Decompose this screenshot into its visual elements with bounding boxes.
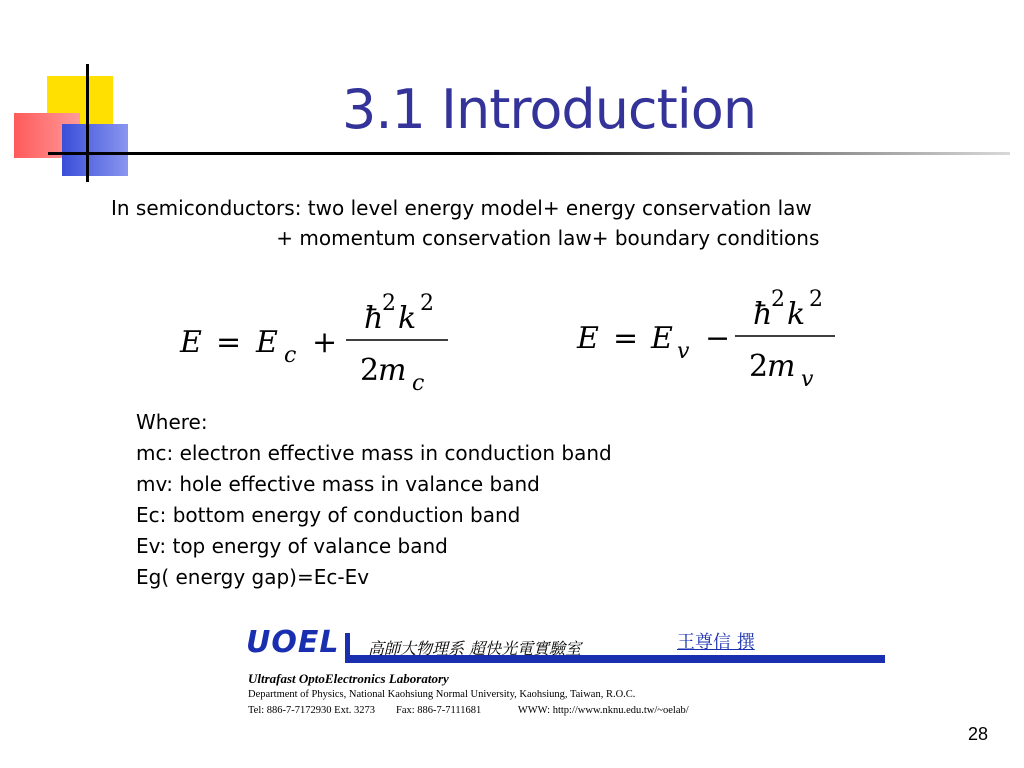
svg-text:k: k (398, 301, 417, 336)
svg-text:=: = (216, 325, 242, 360)
equation-valence (573, 278, 863, 390)
definitions-heading: Where: (136, 410, 208, 434)
svg-text:2: 2 (360, 353, 380, 388)
svg-text:+: + (312, 325, 338, 360)
svg-text:m: m (378, 353, 407, 388)
intro-text (111, 193, 819, 253)
lab-name-english: Ultrafast OptoElectronics Laboratory (248, 671, 449, 686)
title-underline (130, 152, 1010, 155)
svg-text:v: v (677, 339, 690, 364)
page-number: 28 (968, 724, 989, 744)
svg-text:v: v (801, 367, 814, 390)
svg-text:k: k (787, 297, 806, 332)
lab-name-chinese: 高師大物理系 超快光電實驗室 (368, 639, 582, 658)
contact-info: Tel: 886-7-7172930 Ext. 3273 Fax: 886-7-7111681 WWW: http://www.nknu.edu.tw/~oelab/ (248, 705, 689, 716)
definition-mv: mv: hole effective mass in valance band (136, 472, 540, 496)
svg-text:ħ: ħ (364, 301, 384, 336)
svg-text:E: E (180, 325, 202, 360)
svg-text:2: 2 (420, 291, 434, 316)
intro-line-1: In semiconductors: two level energy model+ energy conservation law (111, 196, 812, 220)
logo-vertical-line (86, 64, 89, 182)
definition-eg: Eg( energy gap)=Ec-Ev (136, 565, 370, 589)
svg-text:ħ: ħ (753, 297, 773, 332)
definition-mc: mc: electron effective mass in conduction band (136, 441, 612, 465)
svg-text:2: 2 (771, 287, 785, 312)
equation-conduction (176, 282, 466, 394)
svg-text:c: c (284, 343, 297, 368)
svg-text:E: E (651, 321, 673, 356)
svg-text:=: = (613, 321, 639, 356)
svg-text:2: 2 (749, 349, 769, 384)
definition-ec: Ec: bottom energy of conduction band (136, 503, 521, 527)
uoel-logo-text: UOEL (246, 625, 340, 660)
intro-line-2: + momentum conservation law+ boundary conditions (111, 226, 820, 250)
svg-text:E: E (256, 325, 278, 360)
definition-ev: Ev: top energy of valance band (136, 534, 448, 558)
author-link[interactable]: 王尊信 撰 (677, 632, 755, 653)
svg-text:−: − (705, 321, 731, 356)
logo-blue-square (62, 124, 128, 176)
definitions-list (136, 407, 612, 593)
department-address: Department of Physics, National Kaohsiung Normal University, Kaohsiung, Taiwan, R.O.C. (248, 689, 636, 700)
svg-text:m: m (767, 349, 796, 384)
svg-text:E: E (577, 321, 599, 356)
svg-text:2: 2 (382, 291, 396, 316)
svg-text:c: c (412, 371, 425, 394)
slide-title: 3.1 Introduction (342, 78, 757, 141)
svg-text:2: 2 (809, 287, 823, 312)
